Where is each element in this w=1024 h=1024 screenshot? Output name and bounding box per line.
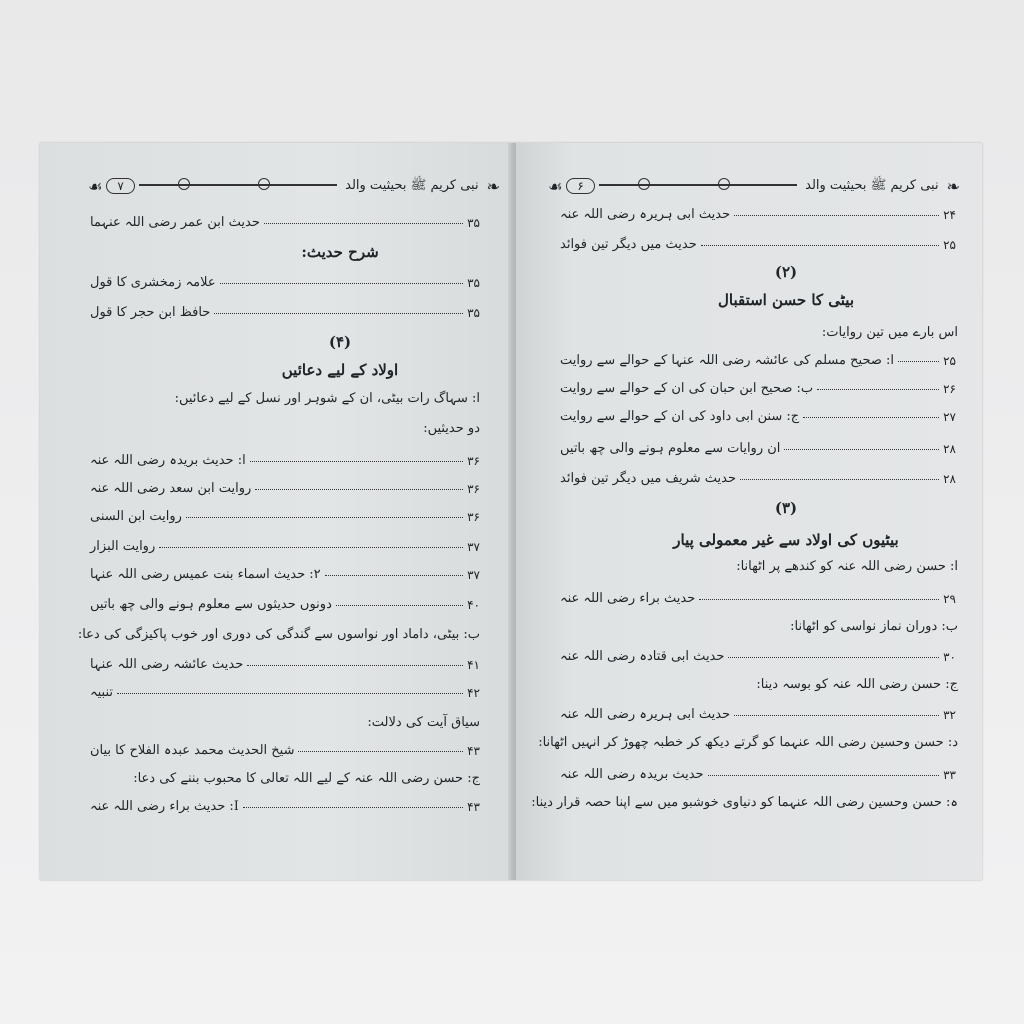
toc-subheading: سیاق آیت کی دلالت: bbox=[367, 715, 480, 730]
toc-entry-title: ان روایات سے معلوم ہونے والی چھ باتیں bbox=[560, 441, 781, 456]
leader-dots bbox=[247, 664, 463, 666]
toc-page-number: ۴۱ bbox=[467, 657, 480, 672]
leader-dots bbox=[325, 574, 464, 576]
toc-entry bbox=[560, 353, 956, 368]
toc-page-number: ۳۶ bbox=[467, 509, 480, 524]
toc-entry-title: روایت ابن سعد رضی اللہ عنہ bbox=[90, 481, 252, 496]
toc-entry bbox=[560, 207, 956, 222]
left-header-title: نبی کریم ﷺ بحیثیت والد bbox=[345, 177, 479, 193]
toc-page-number: ۲۸ bbox=[943, 471, 956, 486]
toc-entry bbox=[560, 471, 956, 486]
toc-entry bbox=[90, 275, 480, 290]
toc-entry-title: شیخ الحدیث محمد عبدہ الفلاح کا بیان bbox=[90, 743, 295, 758]
toc-page-number: ۴۰ bbox=[467, 597, 480, 612]
toc-subheading: اس بارے میں تین روایات: bbox=[821, 325, 958, 340]
toc-entry-title: ب: صحیح ابن حبان کی ان کے حوالے سے روایت bbox=[560, 381, 814, 396]
open-book bbox=[40, 143, 982, 880]
toc-entry bbox=[560, 237, 956, 252]
toc-entry bbox=[560, 707, 956, 722]
leader-dots bbox=[255, 488, 463, 490]
right-toc-list bbox=[516, 143, 982, 880]
header-ornament-end-icon: ❧ bbox=[946, 176, 960, 196]
toc-entry bbox=[90, 305, 480, 320]
toc-entry-title: حدیث عائشہ رضی اللہ عنہا bbox=[90, 657, 244, 672]
toc-subheading: ب: بیٹی، داماد اور نواسوں سے گندگی کی دوری اور خوب پاکیزگی کی دعا: bbox=[77, 627, 480, 642]
left-page bbox=[40, 143, 514, 880]
toc-subheading: د: حسن وحسین رضی اللہ عنہما کو گرتے دیکھ کر خطبہ چھوڑ کر انہیں اٹھانا: bbox=[538, 735, 958, 750]
toc-page-number: ۲۴ bbox=[943, 207, 956, 222]
leader-dots bbox=[701, 244, 939, 246]
toc-entry-title: روایت ابن السنی bbox=[90, 509, 182, 524]
toc-page-number: ۲۶ bbox=[943, 381, 956, 396]
toc-entry bbox=[90, 453, 480, 468]
header-ornament-start-icon: ☙ bbox=[548, 176, 563, 196]
leader-dots bbox=[803, 416, 939, 418]
toc-page-number: ۴۳ bbox=[467, 743, 480, 758]
toc-subheading: ج: حسن رضی اللہ عنہ کو بوسہ دینا: bbox=[756, 677, 958, 692]
toc-page-number: ۲۹ bbox=[943, 591, 956, 606]
leader-dots bbox=[264, 222, 463, 224]
toc-entry-title: حدیث ابن عمر رضی اللہ عنہما bbox=[90, 215, 260, 230]
toc-entry-title: ج: سنن ابی داود کی ان کے حوالے سے روایت bbox=[560, 409, 800, 424]
toc-page-number: ۳۵ bbox=[467, 275, 480, 290]
toc-entry-title: ا: حدیث بریدہ رضی اللہ عنہ bbox=[90, 453, 246, 468]
toc-subheading: ب: دوران نماز نواسی کو اٹھانا: bbox=[790, 619, 958, 634]
toc-entry bbox=[90, 657, 480, 672]
section-heading: شرح حدیث: bbox=[301, 243, 379, 261]
toc-entry bbox=[560, 591, 956, 606]
toc-page-number: ۳۰ bbox=[943, 649, 956, 664]
section-heading: (۳) bbox=[774, 499, 798, 517]
toc-entry bbox=[90, 481, 480, 496]
leader-dots bbox=[740, 478, 939, 480]
toc-page-number: ۲۵ bbox=[943, 353, 956, 368]
leader-dots bbox=[298, 750, 463, 752]
toc-entry-title: حافظ ابن حجر کا قول bbox=[90, 305, 211, 320]
toc-entry-title: دونوں حدیثوں سے معلوم ہونے والی چھ باتیں bbox=[90, 597, 332, 612]
leader-dots bbox=[243, 806, 463, 808]
toc-entry-title: حدیث ابی قتادہ رضی اللہ عنہ bbox=[560, 649, 725, 664]
toc-entry-title: تنبیہ bbox=[90, 685, 114, 700]
leader-dots bbox=[117, 692, 463, 694]
leader-dots bbox=[220, 282, 464, 284]
toc-entry-title: حدیث براء رضی اللہ عنہ bbox=[560, 591, 696, 606]
toc-entry bbox=[90, 743, 480, 758]
left-toc-list bbox=[40, 143, 514, 880]
toc-entry-title: ۲: حدیث اسماء بنت عمیس رضی اللہ عنہا bbox=[90, 567, 321, 582]
toc-page-number: ۳۷ bbox=[467, 539, 480, 554]
leader-dots bbox=[699, 598, 939, 600]
toc-page-number: ۳۵ bbox=[467, 215, 480, 230]
section-heading: اولاد کے لیے دعائیں bbox=[281, 361, 399, 379]
section-heading: بیٹی کا حسن استقبال bbox=[717, 291, 855, 309]
toc-page-number: ۳۵ bbox=[467, 305, 480, 320]
toc-entry-title: حدیث میں دیگر تین فوائد bbox=[560, 237, 697, 252]
toc-subheading: ہ: حسن وحسین رضی اللہ عنہما کو دنیاوی خوشبو میں سے اپنا حصہ قرار دینا: bbox=[531, 795, 958, 810]
toc-page-number: ۲۸ bbox=[943, 441, 956, 456]
toc-entry bbox=[90, 799, 480, 814]
toc-page-number: ۳۷ bbox=[467, 567, 480, 582]
leader-dots bbox=[336, 604, 463, 606]
toc-entry bbox=[90, 567, 480, 582]
toc-entry bbox=[90, 509, 480, 524]
toc-entry bbox=[560, 441, 956, 456]
toc-entry-title: I: حدیث براء رضی اللہ عنہ bbox=[90, 799, 239, 814]
section-heading: (۴) bbox=[328, 333, 352, 351]
right-page bbox=[516, 143, 982, 880]
toc-subheading: دو حدیثیں: bbox=[423, 421, 480, 436]
toc-page-number: ۲۵ bbox=[943, 237, 956, 252]
toc-page-number: ۳۲ bbox=[943, 707, 956, 722]
header-ornament-start-icon: ☙ bbox=[88, 176, 103, 196]
toc-entry bbox=[90, 685, 480, 700]
toc-entry bbox=[90, 597, 480, 612]
toc-entry bbox=[90, 215, 480, 230]
toc-entry bbox=[560, 409, 956, 424]
leader-dots bbox=[250, 460, 463, 462]
toc-entry bbox=[560, 649, 956, 664]
leader-dots bbox=[817, 388, 939, 390]
toc-page-number: ۴۳ bbox=[467, 799, 480, 814]
toc-page-number: ۳۶ bbox=[467, 453, 480, 468]
toc-entry bbox=[560, 767, 956, 782]
leader-dots bbox=[708, 774, 940, 776]
toc-subheading: ج: حسن رضی اللہ عنہ کے لیے اللہ تعالی کا محبوب بننے کی دعا: bbox=[133, 771, 480, 786]
toc-entry-title: حدیث ابی ہریرہ رضی اللہ عنہ bbox=[560, 207, 731, 222]
toc-entry-title: حدیث شریف میں دیگر تین فوائد bbox=[560, 471, 737, 486]
leader-dots bbox=[898, 360, 939, 362]
toc-entry-title: ا: صحیح مسلم کی عائشہ رضی اللہ عنہا کے حوالے سے روایت bbox=[560, 353, 894, 368]
leader-dots bbox=[784, 448, 939, 450]
leader-dots bbox=[186, 516, 463, 518]
section-heading: (۲) bbox=[774, 263, 798, 281]
leader-dots bbox=[734, 214, 939, 216]
section-heading: بیٹیوں کی اولاد سے غیر معمولی پیار bbox=[673, 531, 899, 549]
toc-entry-title: حدیث بریدہ رضی اللہ عنہ bbox=[560, 767, 704, 782]
toc-entry bbox=[560, 381, 956, 396]
leader-dots bbox=[734, 714, 939, 716]
toc-entry-title: علامہ زمخشری کا قول bbox=[90, 275, 216, 290]
toc-page-number: ۲۷ bbox=[943, 409, 956, 424]
toc-page-number: ۳۳ bbox=[943, 767, 956, 782]
leader-dots bbox=[728, 656, 939, 658]
toc-entry-title: روایت البزار bbox=[90, 539, 156, 554]
toc-page-number: ۴۲ bbox=[467, 685, 480, 700]
toc-subheading: ا: سہاگ رات بیٹی، ان کے شوہر اور نسل کے لیے دعائیں: bbox=[174, 391, 480, 406]
toc-entry bbox=[90, 539, 480, 554]
right-header-title: نبی کریم ﷺ بحیثیت والد bbox=[805, 177, 939, 193]
toc-page-number: ۳۶ bbox=[467, 481, 480, 496]
left-page-number: ۷ bbox=[106, 178, 134, 194]
toc-subheading: ا: حسن رضی اللہ عنہ کو کندھے پر اٹھانا: bbox=[736, 559, 958, 574]
header-ornament-end-icon: ❧ bbox=[486, 176, 500, 196]
right-page-number: ۶ bbox=[566, 178, 594, 194]
toc-entry-title: حدیث ابی ہریرہ رضی اللہ عنہ bbox=[560, 707, 731, 722]
leader-dots bbox=[214, 312, 463, 314]
leader-dots bbox=[159, 546, 463, 548]
